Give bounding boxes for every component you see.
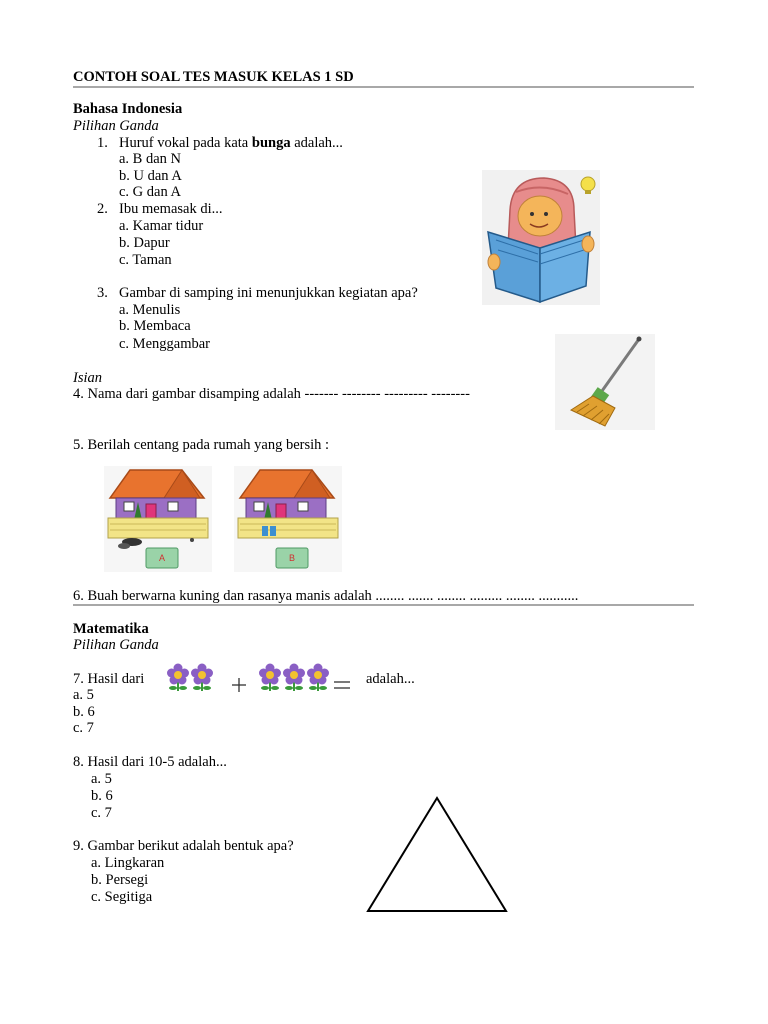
- house-label-a: A: [158, 553, 165, 563]
- option-c: c. G dan A: [119, 184, 182, 200]
- broom-illustration: [555, 334, 655, 430]
- option-c: c. 7: [91, 805, 112, 821]
- option-a: a. Lingkaran: [91, 855, 165, 871]
- section-heading-matematika: Matematika: [73, 621, 149, 637]
- question-2: Ibu memasak di...: [119, 201, 223, 217]
- option-b: b. 6: [73, 704, 95, 720]
- page-title: CONTOH SOAL TES MASUK KELAS 1 SD: [73, 69, 354, 85]
- question-5: 5. Berilah centang pada rumah yang bersih :: [73, 437, 330, 453]
- house-label-b: B: [288, 553, 295, 563]
- house-illustration-dirty: [104, 466, 212, 572]
- option-b: b. Persegi: [91, 872, 149, 888]
- option-c: c. Menggambar: [119, 336, 210, 352]
- option-c: c. Taman: [119, 252, 172, 268]
- question-3: Gambar di samping ini menunjukkan kegiatan apa?: [119, 285, 418, 301]
- subheading-pilihan-ganda: Pilihan Ganda: [73, 637, 159, 653]
- question-1: Huruf vokal pada kata bunga adalah...: [119, 135, 343, 151]
- question-number: 1.: [97, 135, 108, 151]
- option-a: a. B dan N: [119, 151, 182, 167]
- triangle-shape: [362, 790, 512, 916]
- option-b: b. Dapur: [119, 235, 170, 251]
- subheading-isian: Isian: [73, 370, 102, 386]
- option-a: a. 5: [73, 687, 94, 703]
- section-heading-bahasa: Bahasa Indonesia: [73, 101, 183, 117]
- question-4: 4. Nama dari gambar disamping adalah ------- -------- --------- --------: [73, 386, 470, 402]
- question-6: 6. Buah berwarna kuning dan rasanya manis adalah ........ ....... ........ ......... ........ ...........: [73, 588, 579, 604]
- flower-equation: [162, 659, 358, 697]
- option-c: c. Segitiga: [91, 889, 153, 905]
- question-7-suffix: adalah...: [366, 671, 415, 687]
- question-7: 7. Hasil dari: [73, 671, 145, 687]
- option-b: b. Membaca: [119, 318, 191, 334]
- option-a: a. Kamar tidur: [119, 218, 204, 234]
- question-9: 9. Gambar berikut adalah bentuk apa?: [73, 838, 294, 854]
- option-a: a. Menulis: [119, 302, 181, 318]
- question-number: 2.: [97, 201, 108, 217]
- option-b: b. U dan A: [119, 168, 182, 184]
- option-a: a. 5: [91, 771, 112, 787]
- option-c: c. 7: [73, 720, 94, 736]
- option-b: b. 6: [91, 788, 113, 804]
- reading-child-illustration: [482, 170, 600, 305]
- title-divider: [73, 86, 694, 88]
- question-8: 8. Hasil dari 10-5 adalah...: [73, 754, 227, 770]
- subheading-pilihan-ganda: Pilihan Ganda: [73, 118, 159, 134]
- section-divider: [73, 604, 694, 606]
- question-number: 3.: [97, 285, 108, 301]
- house-illustration-clean: [234, 466, 342, 572]
